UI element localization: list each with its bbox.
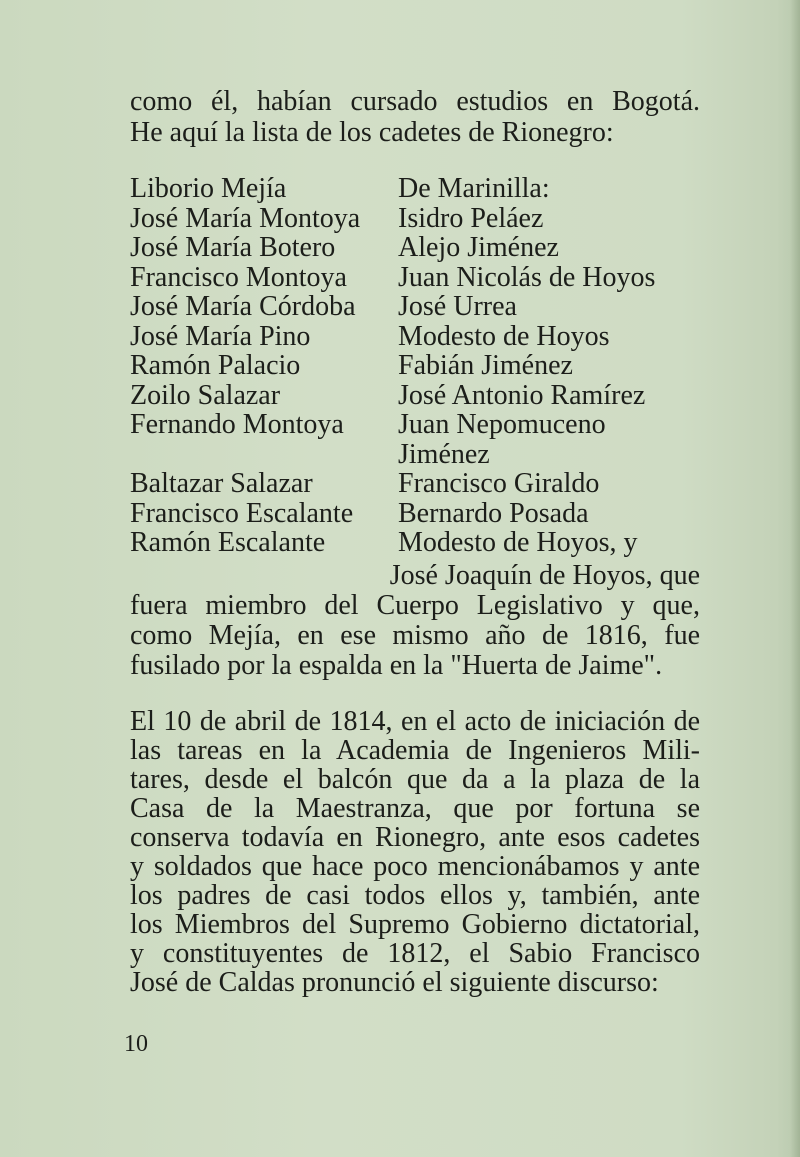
cadet-name: Fernando Montoya [130,409,344,440]
cadet-name: Francisco Giraldo [398,468,600,499]
continuation-line-1: José Joaquín de Hoyos, que [389,560,700,591]
cadet-name: Baltazar Salazar [130,468,313,499]
page-number: 10 [124,1031,148,1057]
continuation-line-4: fusilado por la espalda en la "Huerta de Jaime". [130,650,663,681]
cadet-name: José María Botero [130,232,336,263]
cadet-name: Zoilo Salazar [130,379,281,411]
cadet-name: Juan Nepomuceno [398,409,606,440]
cadet-name: Isidro Peláez [398,202,544,234]
cadet-name: Liborio Mejía [130,173,287,204]
cadet-name: José María Montoya [130,202,361,234]
cadet-gap [130,440,390,470]
cadet-name: Ramón Escalante [130,527,326,558]
cadet-name: Fabián Jiménez [398,350,573,381]
intro-line-2: He aquí la lista de los cadetes de Rionegro: [130,117,614,148]
cadet-name: Francisco Montoya [130,261,347,293]
paragraph-line: José de Caldas pronunció el siguiente discurso: [130,967,659,998]
cadet-name: Jiménez [398,438,490,470]
paragraph-line: y constituyentes de 1812, el Sabio Francisco [130,938,700,969]
paragraph-line: El 10 de abril de 1814, en el acto de iniciación de [130,706,700,737]
cadet-name: Modesto de Hoyos, y [398,527,638,558]
cadet-name: Modesto de Hoyos [398,320,610,352]
paragraph-line: los Miembros del Supremo Gobierno dictatorial, [130,909,700,940]
intro-line-1: como él, habían cursado estudios en Bogotá. [130,86,700,117]
cadets-left-column [130,174,390,558]
paragraph-line: tares, desde el balcón que da a la plaza de la [130,764,700,795]
cadet-name: Bernardo Posada [398,497,589,529]
cadet-name: José María Pino [130,320,311,352]
cadet-name: José Urrea [398,291,517,322]
cadet-name: Francisco Escalante [130,497,354,529]
paragraph-line: las tareas en la Academia de Ingenieros Mili- [130,735,700,766]
paragraph-line: Casa de la Maestranza, que por fortuna se [130,793,700,824]
cadets-right-column [398,174,698,558]
cadet-name: Alejo Jiménez [398,232,559,263]
cadet-name: Ramón Palacio [130,350,301,381]
paragraph-line: conserva todavía en Rionegro, ante esos cadetes [130,822,700,853]
paragraph-line: y soldados que hace poco mencionábamos y ante [130,851,700,882]
cadet-name: Juan Nicolás de Hoyos [398,261,656,293]
continuation-line-3: como Mejía, en ese mismo año de 1816, fue [130,620,700,651]
cadet-name: José María Córdoba [130,291,356,322]
continuation-line-2: fuera miembro del Cuerpo Legislativo y que, [130,590,700,621]
cadet-group-heading: De Marinilla: [398,173,550,204]
paragraph-line: los padres de casi todos ellos y, también, ante [130,880,700,911]
page-edge-shadow [790,0,800,1157]
cadet-name: José Antonio Ramírez [398,379,646,411]
